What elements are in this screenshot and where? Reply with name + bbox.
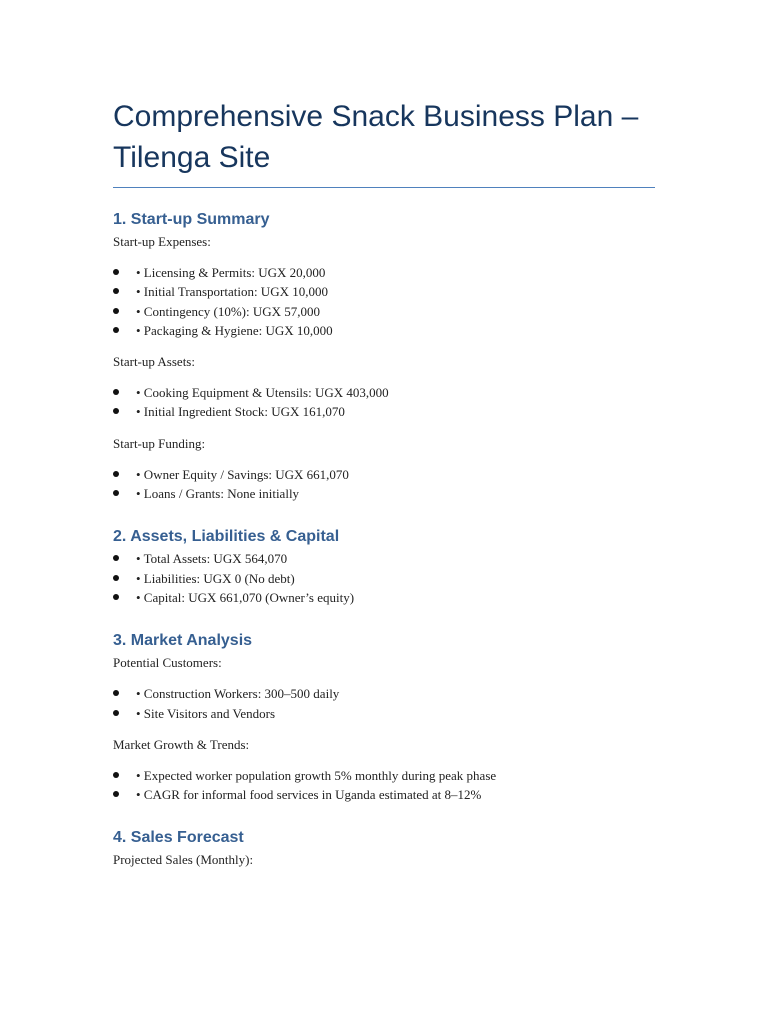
bullet-icon xyxy=(113,269,119,275)
list-item: • Contingency (10%): UGX 57,000 xyxy=(113,302,655,321)
list-item: • Site Visitors and Vendors xyxy=(113,704,655,723)
list-item: • Construction Workers: 300–500 daily xyxy=(113,684,655,703)
list-item: • Owner Equity / Savings: UGX 661,070 xyxy=(113,465,655,484)
bullet-icon xyxy=(113,308,119,314)
section-heading-startup-summary: 1. Start-up Summary xyxy=(113,211,270,228)
bullet-icon xyxy=(113,791,119,797)
list-item: • Initial Ingredient Stock: UGX 161,070 xyxy=(113,402,655,421)
list-item: • Loans / Grants: None initially xyxy=(113,484,655,503)
startup-assets-list xyxy=(113,383,655,422)
document-title: Comprehensive Snack Business Plan – Tilenga Site xyxy=(113,96,655,188)
bullet-icon xyxy=(113,594,119,600)
bullet-icon xyxy=(113,327,119,333)
section-heading-market-analysis: 3. Market Analysis xyxy=(113,632,253,650)
bullet-icon xyxy=(113,555,119,561)
bullet-icon xyxy=(113,471,119,477)
document-page xyxy=(113,96,655,869)
list-item: • Initial Transportation: UGX 10,000 xyxy=(113,282,655,301)
list-item: • Liabilities: UGX 0 (No debt) xyxy=(113,569,655,588)
list-item: • Licensing & Permits: UGX 20,000 xyxy=(113,263,655,282)
bullet-icon xyxy=(113,408,119,414)
bullet-icon xyxy=(113,288,119,294)
bullet-icon xyxy=(113,772,119,778)
section-heading-assets-liabilities: 2. Assets, Liabilities & Capital xyxy=(113,528,340,546)
potential-customers-list xyxy=(113,684,655,723)
market-growth-label: Market Growth & Trends: xyxy=(113,736,250,752)
bullet-icon xyxy=(113,575,119,581)
market-growth-list xyxy=(113,766,655,805)
projected-sales-label: Projected Sales (Monthly): xyxy=(113,852,254,868)
list-item: • Expected worker population growth 5% monthly during peak phase xyxy=(113,766,655,785)
list-item: • Packaging & Hygiene: UGX 10,000 xyxy=(113,321,655,340)
bullet-icon xyxy=(113,690,119,696)
list-item: • Cooking Equipment & Utensils: UGX 403,000 xyxy=(113,383,655,402)
list-item: • Capital: UGX 661,070 (Owner’s equity) xyxy=(113,588,655,607)
list-item: • Total Assets: UGX 564,070 xyxy=(113,549,655,568)
bullet-icon xyxy=(113,710,119,716)
section-heading-sales-forecast: 4. Sales Forecast xyxy=(113,829,244,847)
list-item: • CAGR for informal food services in Uganda estimated at 8–12% xyxy=(113,785,655,804)
startup-funding-label: Start-up Funding: xyxy=(113,435,206,451)
startup-expenses-list xyxy=(113,263,655,340)
startup-assets-label: Start-up Assets: xyxy=(113,354,195,370)
startup-funding-list xyxy=(113,465,655,504)
startup-expenses-label: Start-up Expenses: xyxy=(113,234,211,249)
bullet-icon xyxy=(113,490,119,496)
bullet-icon xyxy=(113,389,119,395)
potential-customers-label: Potential Customers: xyxy=(113,655,222,671)
assets-liabilities-list xyxy=(113,549,655,607)
